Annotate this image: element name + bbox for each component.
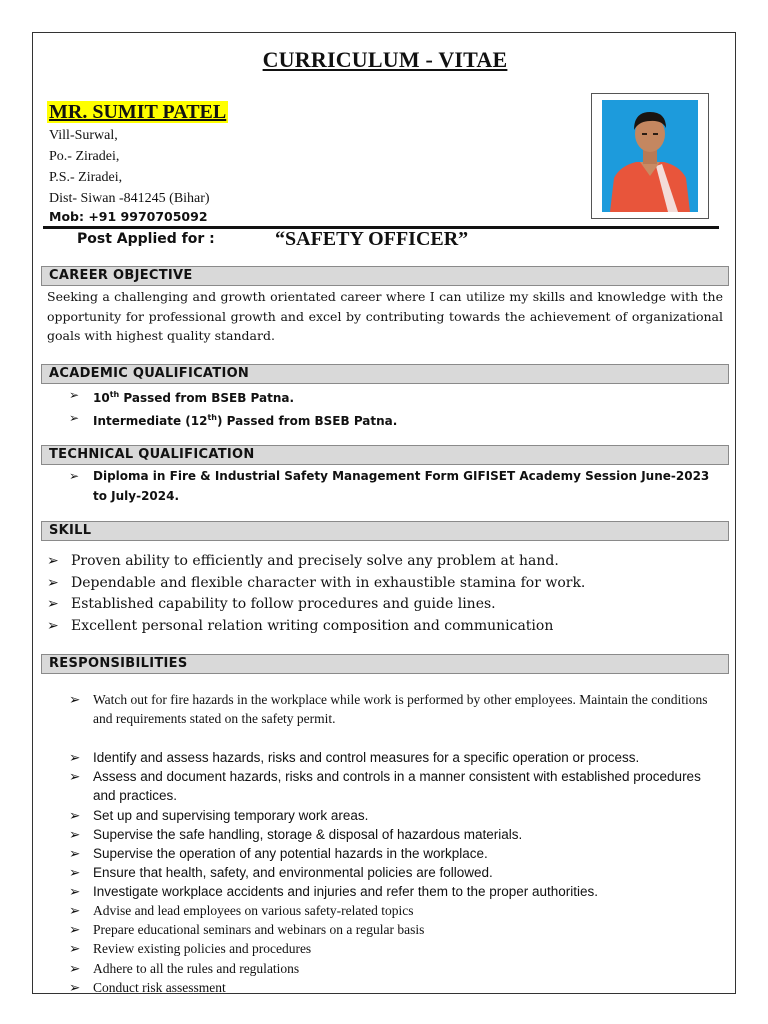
mobile-number: Mob: +91 9970705092 <box>49 209 208 224</box>
list-item: ➢ Assess and document hazards, risks and controls in a manner consistent with established procedures and practices. <box>69 767 723 805</box>
section-title: ACADEMIC QUALIFICATION <box>49 366 250 381</box>
technical-list <box>69 467 719 506</box>
list-item: ➢ Established capability to follow procedures and guide lines. <box>47 594 585 616</box>
address-line: Dist- Siwan -841245 (Bihar) <box>49 191 210 206</box>
section-title: CAREER OBJECTIVE <box>49 268 193 283</box>
section-title: TECHNICAL QUALIFICATION <box>49 447 255 462</box>
list-item: ➢ Investigate workplace accidents and injuries and refer them to the proper authorities. <box>69 882 723 901</box>
list-item: ➢ Dependable and flexible character with in exhaustible stamina for work. <box>47 573 585 595</box>
list-item: ➢ Identify and assess hazards, risks and control measures for a specific operation or process. <box>69 748 723 767</box>
list-item: ➢ Excellent personal relation writing composition and communication <box>47 616 585 638</box>
address-line: Po.- Ziradei, <box>49 149 120 164</box>
section-header-skill <box>41 521 729 541</box>
candidate-name: MR. SUMIT PATEL <box>49 101 227 123</box>
responsibilities-list-more <box>69 901 723 994</box>
list-item: ➢ Supervise the operation of any potential hazards in the workplace. <box>69 844 723 863</box>
list-item: ➢ Watch out for fire hazards in the workplace while work is performed by other employees. Maintain the conditions and requirements stated on the safety permit. <box>69 690 723 728</box>
list-item: ➢ Set up and supervising temporary work areas. <box>69 806 723 825</box>
list-item: ➢ Supervise the safe handling, storage & disposal of hazardous materials. <box>69 825 723 844</box>
list-item: ➢ 10th Passed from BSEB Patna. <box>69 385 397 408</box>
list-item: ➢ Ensure that health, safety, and environmental policies are followed. <box>69 863 723 882</box>
list-item: ➢ Diploma in Fire & Industrial Safety Management Form GIFISET Academy Session June-2023 to July-2024. <box>69 467 719 506</box>
section-title: SKILL <box>49 523 92 538</box>
resume-page <box>32 32 736 994</box>
section-header-technical <box>41 445 729 465</box>
list-item: ➢ Prepare educational seminars and webinars on a regular basis <box>69 920 723 939</box>
list-item: ➢ Proven ability to efficiently and precisely solve any problem at hand. <box>47 551 585 573</box>
responsibilities-list <box>69 748 723 902</box>
section-header-responsibilities <box>41 654 729 674</box>
section-title: RESPONSIBILITIES <box>49 656 188 671</box>
academic-list <box>69 385 397 431</box>
section-header-career <box>41 266 729 286</box>
responsibilities-intro <box>69 690 723 728</box>
profile-photo <box>602 100 698 212</box>
profile-photo-frame <box>591 93 709 219</box>
section-header-academic <box>41 364 729 384</box>
post-label: Post Applied for : <box>77 231 215 247</box>
list-item: ➢ Conduct risk assessment <box>69 978 723 994</box>
address-line: Vill-Surwal, <box>49 128 118 143</box>
address-line: P.S.- Ziradei, <box>49 170 123 185</box>
skill-list <box>47 551 585 637</box>
career-objective-text: Seeking a challenging and growth orientated career where I can utilize my skills and knowledge with the opportunity for professional growth and excel by contributing towards the achievement of organizational goals with highest quality standard. <box>47 289 723 343</box>
page-title: CURRICULUM - VITAE <box>262 47 508 72</box>
list-item: ➢ Advise and lead employees on various safety-related topics <box>69 901 723 920</box>
list-item: ➢ Intermediate (12th) Passed from BSEB Patna. <box>69 408 397 431</box>
post-value: “SAFETY OFFICER” <box>275 228 469 250</box>
list-item: ➢ Adhere to all the rules and regulations <box>69 959 723 978</box>
list-item: ➢ Review existing policies and procedures <box>69 939 723 958</box>
person-icon <box>602 100 698 212</box>
